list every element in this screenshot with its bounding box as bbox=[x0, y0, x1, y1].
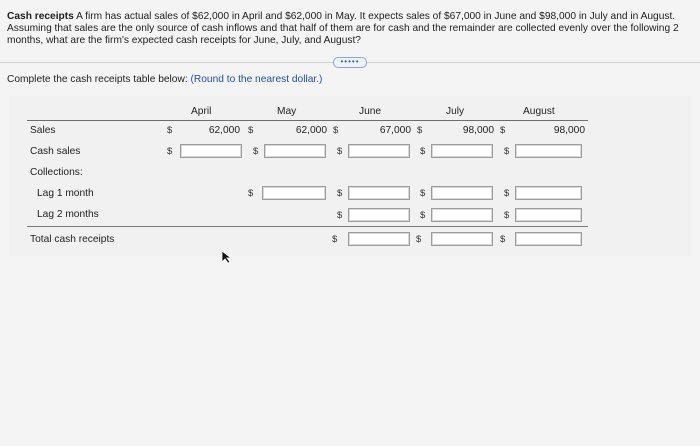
currency-sign: $ bbox=[337, 146, 343, 157]
cash-sales-may-input[interactable] bbox=[264, 144, 326, 158]
currency-sign: $ bbox=[500, 125, 506, 136]
cash-sales-june-input[interactable] bbox=[348, 144, 410, 158]
sales-april: 62,000 bbox=[208, 125, 240, 136]
currency-sign: $ bbox=[504, 146, 510, 157]
lag1-august-input[interactable] bbox=[515, 186, 582, 200]
currency-sign: $ bbox=[504, 210, 510, 221]
cash-sales-august-input[interactable] bbox=[515, 144, 582, 158]
currency-sign: $ bbox=[337, 210, 343, 221]
cash-sales-april-input[interactable] bbox=[180, 144, 242, 158]
currency-sign: $ bbox=[333, 125, 339, 136]
sales-june: 67,000 bbox=[379, 125, 411, 136]
currency-sign: $ bbox=[248, 188, 254, 199]
row-label-lag2: Lag 2 months bbox=[37, 209, 99, 220]
currency-sign: $ bbox=[248, 125, 254, 136]
sales-august: 98,000 bbox=[553, 125, 585, 136]
column-header-june: June bbox=[359, 106, 382, 117]
header-rule bbox=[27, 120, 588, 121]
currency-sign: $ bbox=[253, 146, 259, 157]
question-title: Cash receipts bbox=[7, 11, 74, 22]
instruction bbox=[7, 74, 322, 85]
lag1-june-input[interactable] bbox=[348, 186, 410, 200]
row-label-cash-sales: Cash sales bbox=[30, 146, 81, 157]
currency-sign: $ bbox=[416, 234, 422, 245]
lag2-august-input[interactable] bbox=[515, 208, 582, 222]
currency-sign: $ bbox=[500, 234, 506, 245]
column-header-july: July bbox=[446, 106, 465, 117]
currency-sign: $ bbox=[337, 188, 343, 199]
row-label-sales: Sales bbox=[30, 125, 56, 136]
question-text bbox=[7, 11, 693, 47]
currency-sign: $ bbox=[420, 210, 426, 221]
sales-july: 98,000 bbox=[462, 125, 494, 136]
currency-sign: $ bbox=[332, 234, 338, 245]
instruction-text: Complete the cash receipts table below: bbox=[7, 74, 188, 85]
currency-sign: $ bbox=[167, 125, 173, 136]
currency-sign: $ bbox=[504, 188, 510, 199]
row-label-total: Total cash receipts bbox=[30, 234, 115, 245]
expand-button[interactable]: ••••• bbox=[333, 57, 367, 68]
cash-sales-july-input[interactable] bbox=[431, 144, 493, 158]
column-header-august: August bbox=[523, 106, 555, 117]
column-header-may: May bbox=[277, 106, 297, 117]
mouse-pointer-icon bbox=[221, 250, 233, 264]
currency-sign: $ bbox=[417, 125, 423, 136]
lag1-may-input[interactable] bbox=[262, 186, 326, 200]
currency-sign: $ bbox=[420, 188, 426, 199]
question-body: A firm has actual sales of $62,000 in April and $62,000 in May. It expects sales of $67,000 in June and $98,000 in July and in August. Assuming that sales are the only source of cash inflows and that half of them are for cash and the remainder are collected evenly over the following 2 months, what are the firm's expected cash receipts for June, July, and August? bbox=[7, 11, 679, 46]
lag2-july-input[interactable] bbox=[431, 208, 493, 222]
total-july-input[interactable] bbox=[431, 232, 493, 246]
lag2-june-input[interactable] bbox=[348, 208, 410, 222]
sales-may: 62,000 bbox=[295, 125, 327, 136]
column-header-april: April bbox=[191, 106, 212, 117]
total-june-input[interactable] bbox=[348, 232, 410, 246]
instruction-hint: (Round to the nearest dollar.) bbox=[190, 74, 323, 85]
currency-sign: $ bbox=[167, 146, 173, 157]
total-august-input[interactable] bbox=[515, 232, 582, 246]
subtotal-rule bbox=[27, 226, 588, 227]
lag1-july-input[interactable] bbox=[431, 186, 493, 200]
row-label-collections: Collections: bbox=[30, 167, 83, 178]
row-label-lag1: Lag 1 month bbox=[37, 188, 94, 199]
currency-sign: $ bbox=[420, 146, 426, 157]
